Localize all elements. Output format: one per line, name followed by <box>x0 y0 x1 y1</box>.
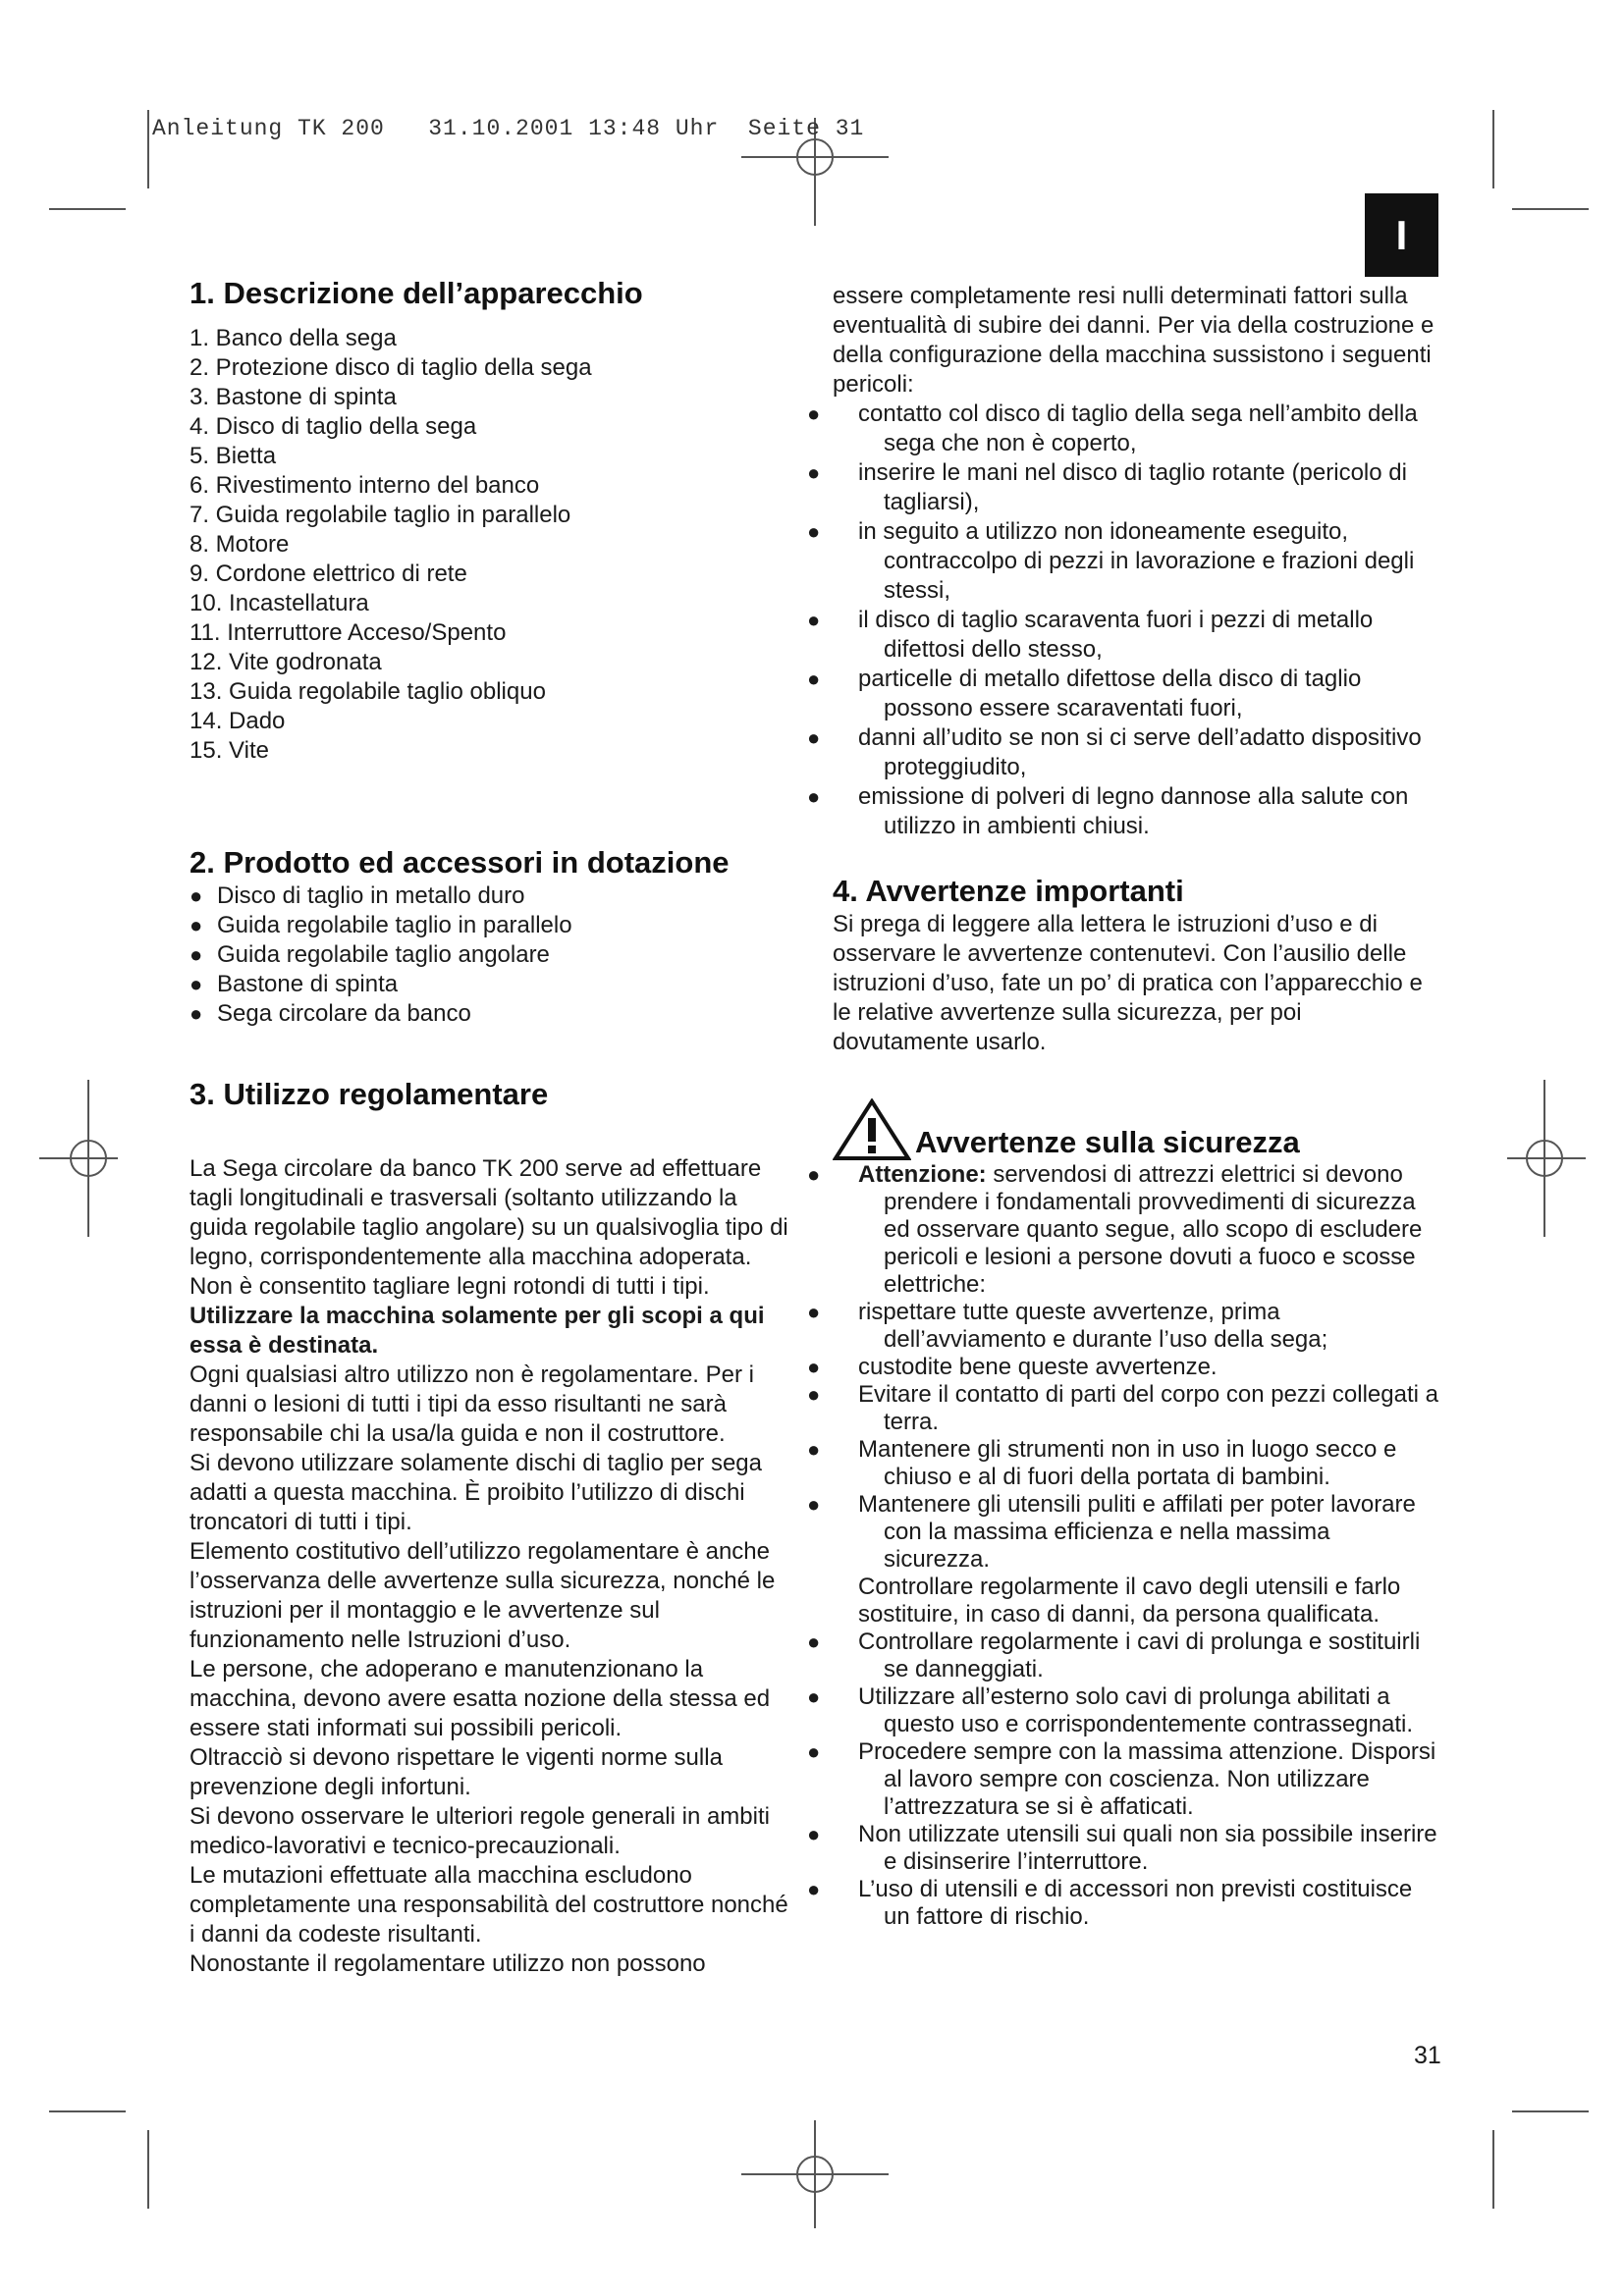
attention-text: servendosi di attrezzi elettrici si devono prendere i fondamentali provvedimenti di sicurezza ed osservare quanto segue, allo scopo di escludere pericoli e lesioni a persone dovuti a fuoco e scosse elettriche: <box>884 1161 1423 1298</box>
list-item: ● Controllare regolarmente i cavi di prolunga e sostituirli se danneggiati. <box>833 1629 1441 1683</box>
list-item: ● rispettare tutte queste avvertenze, prima dell’avviamento e durante l’uso della sega; <box>833 1299 1441 1354</box>
list-item: ● Guida regolabile taglio in parallelo <box>189 911 798 940</box>
list-item: 3. Bastone di spinta <box>189 384 397 410</box>
crop-mark <box>147 110 149 188</box>
registration-mark-left <box>39 1080 118 1237</box>
list-item: ● danni all’udito se non si ci serve dell’adatto dispositivo proteggiudito, <box>833 723 1441 782</box>
registration-mark-bottom <box>741 2120 889 2228</box>
section-title: 1. Descrizione dell’apparecchio <box>189 276 643 310</box>
paragraph: Le mutazioni effettuate alla macchina escludono completamente una responsabilità del costruttore nonché i danni da codeste risultanti. <box>189 1862 788 1948</box>
list-item: ● il disco di taglio scaraventa fuori i pezzi di metallo difettosi dello stesso, <box>833 606 1441 665</box>
section-title: 2. Prodotto ed accessori in dotazione <box>189 845 730 880</box>
page-number: 31 <box>1414 2042 1441 2069</box>
bold-paragraph: Utilizzare la macchina solamente per gli scopi a qui essa è destinata. <box>189 1303 765 1359</box>
list-item: ● Non utilizzate utensili sui quali non sia possibile inserire e disinserire l’interruttore. <box>833 1821 1441 1876</box>
list-item: ● emissione di polveri di legno dannose alla salute con utilizzo in ambienti chiusi. <box>833 782 1441 841</box>
section-title: 4. Avvertenze importanti <box>833 874 1184 908</box>
list-item: 13. Guida regolabile taglio obliquo <box>189 678 546 705</box>
left-column <box>189 275 798 1979</box>
crop-mark <box>49 208 126 210</box>
list-item <box>833 1161 1441 1299</box>
paragraph: Elemento costitutivo dell’utilizzo regolamentare è anche l’osservanza delle avvertenze sulla sicurezza, nonché le istruzioni per il montaggio e le avvertenze sul funzionamento nelle Istruzioni d’uso. <box>189 1538 776 1653</box>
list-item: 1. Banco della sega <box>189 325 397 351</box>
paragraph: La Sega circolare da banco TK 200 serve ad effettuare tagli longitudinali e trasversali (soltanto utilizzando la guida regolabile taglio angolare) su un qualsivoglia tipo di legno, corrispondentemente alla macchina adoperata. Non è consentito tagliare legni rotondi di tutti i tipi. <box>189 1155 788 1300</box>
list-item: 9. Cordone elettrico di rete <box>189 561 467 587</box>
language-tab: I <box>1365 193 1438 277</box>
list-item: ● Bastone di spinta <box>189 970 798 999</box>
crop-mark <box>1492 2130 1494 2209</box>
paragraph: essere completamente resi nulli determinati fattori sulla eventualità di subire dei danni. Per via della costruzione e della configurazione della macchina sussistono i seguenti pericoli: <box>833 283 1435 398</box>
list-item: ● Sega circolare da banco <box>189 999 798 1029</box>
list-item: ● Mantenere gli strumenti non in uso in luogo secco e chiuso e al di fuori della portata di bambini. <box>833 1436 1441 1491</box>
warning-triangle-icon <box>833 1098 911 1161</box>
paragraph: Si prega di leggere alla lettera le istruzioni d’uso e di osservare le avvertenze contenutevi. Con l’ausilio delle istruzioni d’uso, fate un po’ di pratica con l’apparecchio e le relative avvertenze sulla sicurezza, per poi dovutamente usarlo. <box>833 911 1423 1055</box>
paragraph: Controllare regolarmente il cavo degli utensili e farlo sostituire, in caso di danni, da persona qualificata. <box>858 1574 1401 1628</box>
print-header: Anleitung TK 200 31.10.2001 13:48 Uhr Seite 31 <box>152 116 865 141</box>
list-item: 4. Disco di taglio della sega <box>189 413 477 440</box>
paragraph: Si devono osservare le ulteriori regole generali in ambiti medico-lavorativi e tecnico-precauzionali. <box>189 1803 770 1859</box>
paragraph: Nonostante il regolamentare utilizzo non possono <box>189 1950 706 1977</box>
list-item: 14. Dado <box>189 708 286 734</box>
list-item: ● Guida regolabile taglio angolare <box>189 940 798 970</box>
section-title: 3. Utilizzo regolamentare <box>189 1077 549 1111</box>
crop-mark <box>1492 110 1494 188</box>
paragraph: Ogni qualsiasi altro utilizzo non è regolamentare. Per i danni o lesioni di tutti i tipi da esso risultanti ne sarà responsabile chi la usa/la guida e non il costruttore. <box>189 1362 754 1447</box>
list-item: 12. Vite godronata <box>189 649 382 675</box>
list-item: 11. Interruttore Acceso/Spento <box>189 619 507 646</box>
list-item: 10. Incastellatura <box>189 590 369 616</box>
list-item: ● in seguito a utilizzo non idoneamente eseguito, contraccolpo di pezzi in lavorazione e frazioni degli stessi, <box>833 517 1441 606</box>
paragraph: Si devono utilizzare solamente dischi di taglio per sega adatti a questa macchina. È proibito l’utilizzo di dischi troncatori di tutti i tipi. <box>189 1450 762 1535</box>
list-item: 8. Motore <box>189 531 290 558</box>
safety-heading <box>833 1098 1441 1161</box>
right-column <box>833 282 1441 1931</box>
crop-mark <box>147 2130 149 2209</box>
attention-label: Attenzione: <box>858 1161 987 1188</box>
list-item: ● Mantenere gli utensili puliti e affilati per poter lavorare con la massima efficienza e nella massima sicurezza. <box>833 1491 1441 1574</box>
section-body <box>189 1154 798 1979</box>
paragraph: Le persone, che adoperano e manutenzionano la macchina, devono avere esatta nozione della stessa ed essere stati informati sui possibili pericoli. <box>189 1656 771 1741</box>
paragraph: Oltracciò si devono rispettare le vigenti norme sulla prevenzione degli infortuni. <box>189 1744 723 1800</box>
list-item: ● Disco di taglio in metallo duro <box>189 881 798 911</box>
list-item: ● Evitare il contatto di parti del corpo con pezzi collegati a terra. <box>833 1381 1441 1436</box>
list-item: 2. Protezione disco di taglio della sega <box>189 354 592 381</box>
list-item: 15. Vite <box>189 737 269 764</box>
hazards-list <box>833 400 1441 841</box>
accessories-list <box>189 881 798 1029</box>
safety-list <box>833 1161 1441 1574</box>
list-item: ● Procedere sempre con la massima attenzione. Disporsi al lavoro sempre con coscienza. Non utilizzare l’attrezzatura se si è affaticati. <box>833 1738 1441 1821</box>
list-item: ● particelle di metallo difettose della disco di taglio possono essere scaraventati fuori, <box>833 665 1441 723</box>
list-item: 7. Guida regolabile taglio in parallelo <box>189 502 571 528</box>
list-item: ● Utilizzare all’esterno solo cavi di prolunga abilitati a questo uso e corrispondentemente contrassegnati. <box>833 1683 1441 1738</box>
list-item: ● L’uso di utensili e di accessori non previsti costituisce un fattore di rischio. <box>833 1876 1441 1931</box>
section-title: Avvertenze sulla sicurezza <box>915 1125 1300 1159</box>
list-item: ● custodite bene queste avvertenze. <box>833 1354 1441 1381</box>
list-item: ● contatto col disco di taglio della sega nell’ambito della sega che non è coperto, <box>833 400 1441 458</box>
crop-mark <box>49 2110 126 2112</box>
parts-list <box>189 324 798 766</box>
crop-mark <box>1512 2110 1589 2112</box>
list-item: ● inserire le mani nel disco di taglio rotante (pericolo di tagliarsi), <box>833 458 1441 517</box>
safety-list-continued <box>833 1629 1441 1931</box>
list-item: 6. Rivestimento interno del banco <box>189 472 540 499</box>
registration-mark-right <box>1507 1080 1586 1237</box>
list-item: 5. Bietta <box>189 443 277 469</box>
crop-mark <box>1512 208 1589 210</box>
